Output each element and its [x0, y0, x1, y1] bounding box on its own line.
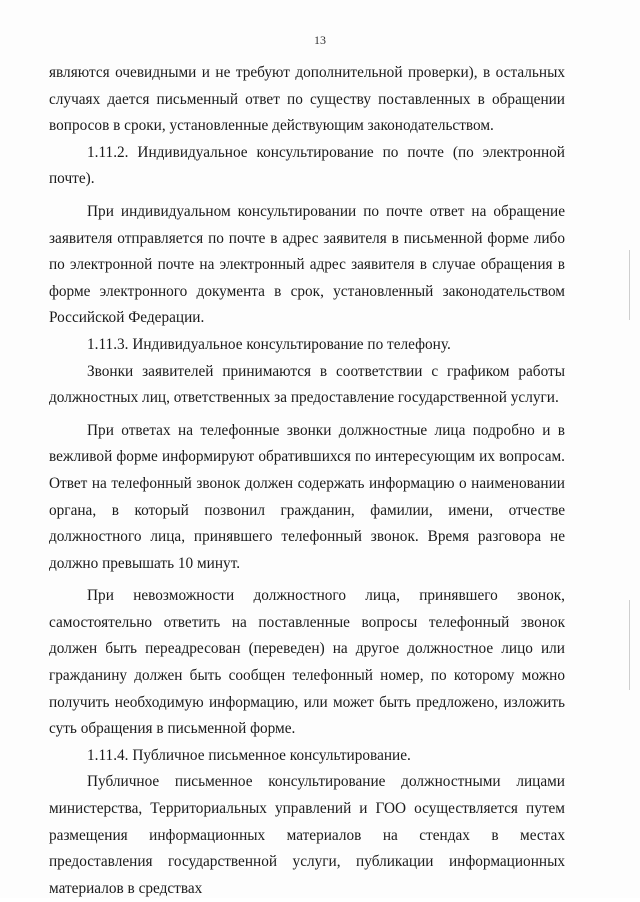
paragraph-call-redirect: При невозможности должностного лица, принявшего звонок, самостоятельно ответить на поставленные вопросы телефонный звонок должен быть переадресован (переведен) на другое должностное лицо или гражданину должен быть сообщен телефонный номер, по которому можно получить необходимую информацию, или может быть предложено, изложить суть обращения в письменной форме.	[49, 587, 565, 738]
page-number: 13	[314, 33, 326, 47]
scan-edge-mark	[629, 250, 630, 320]
paragraph-phone-answers: При ответах на телефонные звонки должностные лица подробно и в вежливой форме информируют обратившихся по интересующим их вопросам. Ответ на телефонный звонок должен содержать информацию о наименовании органа, в который позвонил гражданин, фамилии, имени, отчестве должностного лица, принявшего телефонный звонок. Время разговора не должно превышать 10 минут.	[49, 421, 565, 572]
paragraph-continuation: являются очевидными и не требуют дополнительной проверки), в остальных случаях дается письменный ответ по существу поставленных в обращении вопросов в сроки, установленные действующим законодательством.	[49, 64, 565, 135]
section-heading-1-11-3: 1.11.3. Индивидуальное консультирование по телефону.	[87, 335, 451, 353]
section-heading-1-11-2: 1.11.2. Индивидуальное консультирование по почте (по электронной почте).	[49, 143, 565, 188]
paragraph-email-consulting: При индивидуальном консультировании по почте ответ на обращение заявителя отправляется по почте в адрес заявителя в письменной форме либо по электронной почте на электронный адрес заявителя в случае обращения в форме электронного документа в срок, установленный законодательством Российской Федерации.	[49, 202, 565, 327]
paragraph-public-consulting: Публичное письменное консультирование должностными лицами министерства, Территориальных управлений и ГОО осуществляется путем размещения информационных материалов на стендах в местах предоставления государственной услуги, публикации информационных материалов в средствах	[49, 773, 565, 897]
document-body	[49, 60, 565, 902]
paragraph-call-schedule: Звонки заявителей принимаются в соответствии с графиком работы должностных лиц, ответственных за предоставление государственной услуги.	[49, 362, 565, 407]
scan-edge-mark	[629, 600, 630, 690]
section-heading-1-11-4: 1.11.4. Публичное письменное консультирование.	[87, 746, 411, 764]
